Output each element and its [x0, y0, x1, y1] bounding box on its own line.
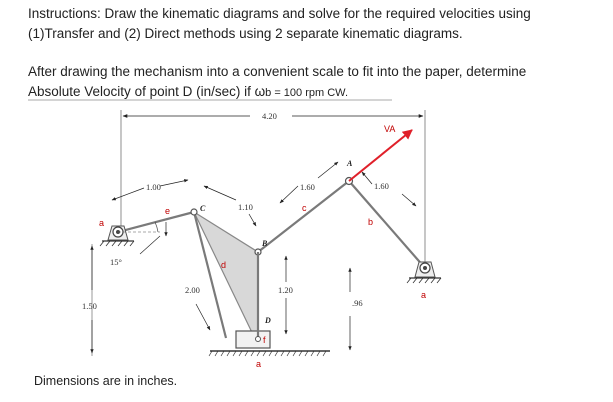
instructions-line-2: (1)Transfer and (2) Direct methods using 2 separate kinematic diagrams.	[28, 26, 463, 41]
label-a-bottom: a	[256, 359, 262, 369]
triangle-link	[194, 212, 258, 345]
dim-link-right-label: 1.60	[374, 181, 389, 191]
va-arrow	[349, 130, 412, 181]
dim-slider-height-label: 1.20	[278, 285, 293, 295]
dim-link-center-label: 1.10	[238, 202, 253, 212]
dim-slider-height	[278, 256, 293, 334]
label-e: e	[165, 206, 171, 216]
angle-15-label: 15°	[110, 257, 122, 267]
label-b: b	[368, 217, 374, 227]
task-line-2-suffix: b = 100 rpm CW.	[265, 87, 348, 99]
dim-left-height-label: 1.50	[82, 301, 97, 311]
dim-link-up-label: 1.60	[300, 182, 315, 192]
link-a-ground	[349, 181, 425, 268]
link-ae	[118, 212, 194, 232]
dim-right-height	[350, 268, 363, 350]
point-b: B	[262, 239, 268, 248]
joint-c	[191, 209, 197, 215]
ground-pivot-right	[407, 262, 441, 283]
dim-link-center	[204, 186, 256, 226]
dim-top-width-label: 4.20	[262, 111, 277, 121]
dim-slider-link-label: 2.00	[185, 285, 200, 295]
instructions-line-1: Instructions: Draw the kinematic diagrams and solve for the required velocities using	[28, 6, 531, 21]
task-line-2-prefix: Absolute Velocity of point D (in/sec) if	[28, 84, 255, 99]
dim-right-height-label: .96	[352, 298, 363, 308]
dim-link-left	[112, 180, 188, 200]
label-va: VA	[384, 124, 396, 134]
dim-left-height	[82, 244, 97, 356]
point-c: C	[200, 204, 206, 213]
dim-link-right	[362, 172, 416, 206]
omega-symbol: ω	[254, 84, 266, 99]
dim-link-left-label: 1.00	[146, 182, 161, 192]
footer-note: Dimensions are in inches.	[34, 374, 178, 388]
label-a-right: a	[421, 290, 427, 300]
links	[118, 181, 425, 338]
task-line-1: After drawing the mechanism into a convenient scale to fit into the paper, determine	[28, 64, 527, 79]
point-a: A	[347, 159, 353, 168]
point-d: D	[265, 316, 271, 325]
label-a-left: a	[99, 218, 105, 228]
dim-slider-link	[166, 222, 210, 330]
label-f: f	[263, 335, 266, 345]
label-d: d	[221, 260, 227, 270]
label-c: c	[302, 203, 307, 213]
